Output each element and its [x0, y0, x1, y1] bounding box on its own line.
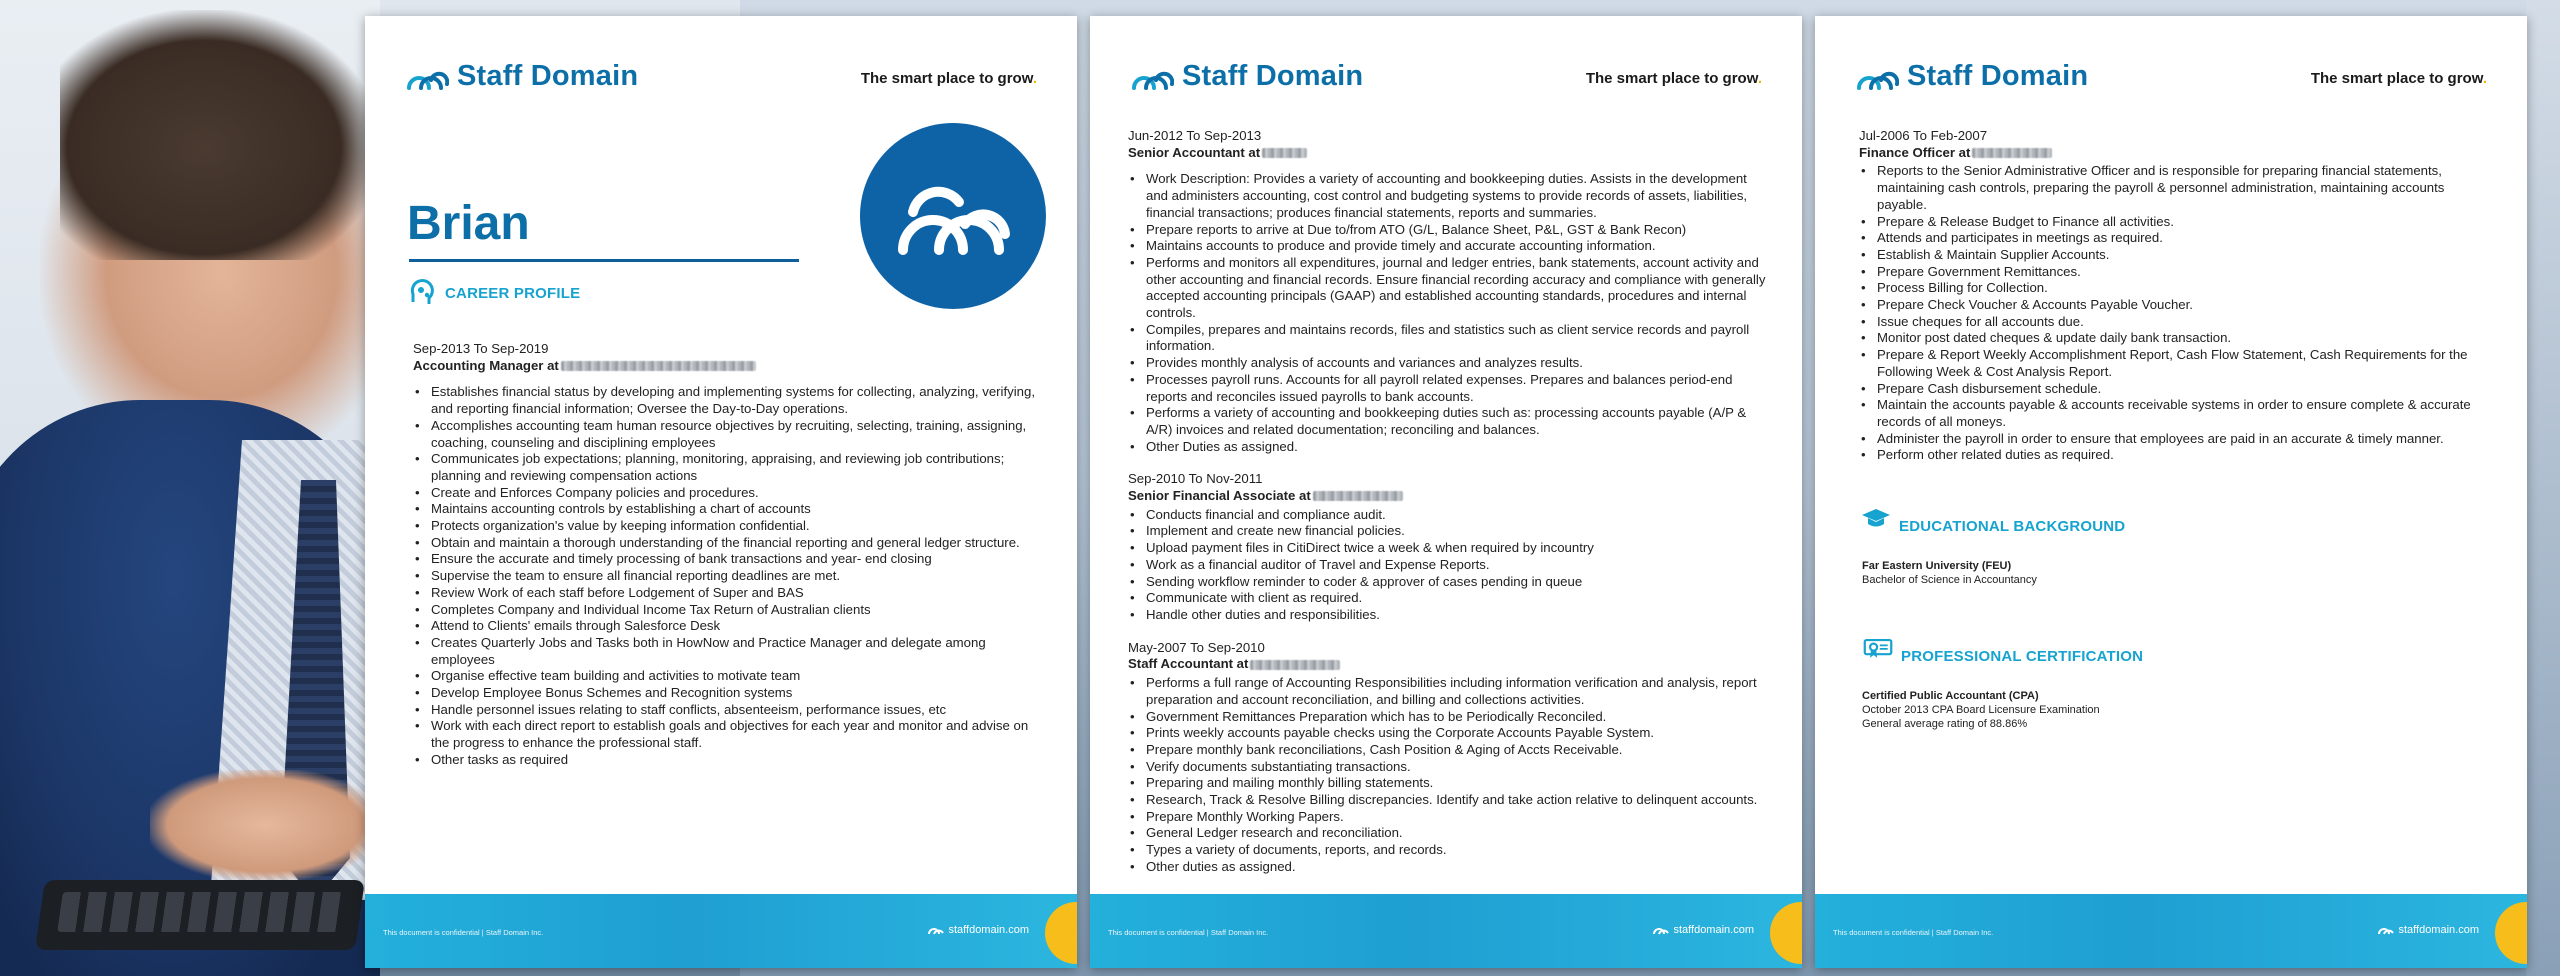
- footer-confidential-note: This document is confidential | Staff Domain Inc.: [1108, 928, 1269, 937]
- staff-domain-logo-icon: [1857, 62, 1899, 92]
- photo-hair: [60, 10, 380, 260]
- duty-item: • Other Duties as assigned.: [1128, 439, 1768, 456]
- footer-logo-icon: [928, 925, 944, 935]
- duty-item: • Ensure the accurate and timely processing of bank transactions and year- end closing: [413, 551, 1043, 568]
- footer-website: staffdomain.com: [2378, 924, 2479, 936]
- resume-page-1: [365, 16, 1077, 968]
- duty-item: • Creates Quarterly Jobs and Tasks both in HowNow and Practice Manager and delegate among employees: [413, 635, 1043, 668]
- footer-website: staffdomain.com: [1653, 924, 1754, 936]
- certification-header: [1863, 630, 2143, 665]
- tagline: The smart place to grow.: [860, 70, 1037, 87]
- certification-rating: General average rating of 88.86%: [1862, 718, 2028, 730]
- job-dates: Jul-2006 To Feb-2007: [1859, 128, 1988, 143]
- resume-page-2: [1090, 16, 1802, 968]
- duty-item: • Prepare Check Voucher & Accounts Payable Voucher.: [1859, 297, 2495, 314]
- staff-domain-logo: [1857, 60, 2088, 93]
- duty-item: • Prepare reports to arrive at Due to/from ATO (G/L, Balance Sheet, P&L, GST & Bank Recon): [1128, 222, 1768, 239]
- photo-hand: [150, 770, 380, 880]
- duty-item: • Perform other related duties as required.: [1859, 447, 2495, 464]
- duty-item: • Maintains accounting controls by establishing a chart of accounts: [413, 501, 1043, 518]
- background-photo-man: [0, 0, 380, 976]
- job-role: Senior Accountant at: [1128, 145, 1768, 162]
- duty-item: • Implement and create new financial policies.: [1128, 523, 1768, 540]
- duty-item: • Supervise the team to ensure all financial reporting deadlines are met.: [413, 568, 1043, 585]
- job-entry: [1128, 640, 1768, 876]
- staff-domain-logo-icon: [407, 62, 449, 92]
- duty-item: • Establish & Maintain Supplier Accounts.: [1859, 247, 2495, 264]
- redacted-company: [1262, 148, 1307, 158]
- staff-domain-logo: [1132, 60, 1363, 93]
- job-list-page-2: [1128, 128, 1768, 892]
- duty-item: • Sending workflow reminder to coder & approver of cases pending in queue: [1128, 574, 1768, 591]
- duty-item: • Performs a full range of Accounting Responsibilities including information verification and analysis, report preparation and account reconciliation, and billing and collections activities.: [1128, 675, 1768, 708]
- duty-item: • Administer the payroll in order to ensure that employees are paid in an accurate & timely manner.: [1859, 431, 2495, 448]
- job-duties: [413, 384, 1043, 768]
- duty-item: • Establishes financial status by developing and implementing systems for collecting, analyzing, verifying, and reporting financial information; Oversee the Day-to-Day operations.: [413, 384, 1043, 417]
- job-list-page-1: [413, 341, 1043, 785]
- staff-domain-badge: [860, 123, 1046, 309]
- duty-item: • Obtain and maintain a thorough understanding of the financial reporting and general ledger structure.: [413, 535, 1043, 552]
- duty-item: • Upload payment files in CitiDirect twice a week & when required by incountry: [1128, 540, 1768, 557]
- job-entry: [1859, 128, 2495, 464]
- career-profile-header: [407, 278, 580, 308]
- redacted-company: [1313, 491, 1403, 501]
- job-duties: [1859, 163, 2495, 464]
- job-duties: [1128, 675, 1768, 875]
- duty-item: • Work Description: Provides a variety of accounting and bookkeeping duties. Assists in the development and administers accounting, cost control and budgeting systems to provide records of assets, liabilities, financial transactions; produces financial statements, reports and summaries.: [1128, 171, 1768, 221]
- job-dates: Jun-2012 To Sep-2013: [1128, 128, 1262, 143]
- tagline: The smart place to grow.: [2310, 70, 2487, 87]
- duty-item: • Prepare Government Remittances.: [1859, 264, 2495, 281]
- name-underline: [409, 259, 799, 262]
- duty-item: • Preparing and mailing monthly billing statements.: [1128, 775, 1768, 792]
- job-role: Finance Officer at: [1859, 145, 2495, 162]
- career-profile-title: CAREER PROFILE: [445, 284, 581, 302]
- duty-item: • Prepare monthly bank reconciliations, Cash Position & Aging of Accts Receivable.: [1128, 742, 1768, 759]
- logo-text: Staff Domain: [1907, 60, 2089, 92]
- head-gears-icon: [407, 278, 437, 308]
- footer-website: staffdomain.com: [928, 924, 1029, 936]
- background-strip: [2526, 0, 2560, 976]
- duty-item: • Processes payroll runs. Accounts for all payroll related expenses. Prepares and balances period-end reports and reconciles issued payrolls to bank accounts.: [1128, 372, 1768, 405]
- duty-item: • Attend to Clients' emails through Salesforce Desk: [413, 618, 1043, 635]
- duty-item: • Prints weekly accounts payable checks using the Corporate Accounts Payable System.: [1128, 725, 1768, 742]
- staff-domain-logo-icon: [1132, 62, 1174, 92]
- footer-confidential-note: This document is confidential | Staff Domain Inc.: [1833, 928, 1994, 937]
- job-duties: [1128, 171, 1768, 455]
- staff-domain-badge-icon: [893, 172, 1013, 260]
- job-entry: [1128, 471, 1768, 623]
- duty-item: • Issue cheques for all accounts due.: [1859, 314, 2495, 331]
- job-entry: [1128, 128, 1768, 455]
- job-role: Staff Accountant at: [1128, 656, 1768, 673]
- education-details: [1862, 559, 2037, 587]
- duty-item: • Prepare & Release Budget to Finance all activities.: [1859, 214, 2495, 231]
- job-duties: [1128, 507, 1768, 624]
- duty-item: • Organise effective team building and activities to motivate team: [413, 668, 1043, 685]
- duty-item: • Provides monthly analysis of accounts and variances and analyzes results.: [1128, 355, 1768, 372]
- duty-item: • Compiles, prepares and maintains records, files and statistics such as client service records and payroll information.: [1128, 322, 1768, 355]
- duty-item: • Maintains accounts to produce and provide timely and accurate accounting information.: [1128, 238, 1768, 255]
- education-header: [1861, 500, 2125, 535]
- duty-item: • Work with each direct report to establish goals and objectives for each year and monitor and advise on the progress to enhance the professional staff.: [413, 718, 1043, 751]
- certification-details: [1862, 689, 2100, 731]
- job-entry: [413, 341, 1043, 769]
- page-footer: [1815, 894, 2527, 968]
- page-footer: [1090, 894, 1802, 968]
- duty-item: • Communicate with client as required.: [1128, 590, 1768, 607]
- duty-item: • Completes Company and Individual Income Tax Return of Australian clients: [413, 602, 1043, 619]
- footer-accent-circle: [1045, 902, 1077, 964]
- duty-item: • Government Remittances Preparation which has to be Periodically Reconciled.: [1128, 709, 1768, 726]
- certification-detail: October 2013 CPA Board Licensure Examination: [1862, 704, 2100, 716]
- duty-item: • Work as a financial auditor of Travel and Expense Reports.: [1128, 557, 1768, 574]
- duty-item: • Create and Enforces Company policies and procedures.: [413, 485, 1043, 502]
- resume-page-3: [1815, 16, 2527, 968]
- footer-confidential-note: This document is confidential | Staff Domain Inc.: [383, 928, 544, 937]
- duty-item: • Develop Employee Bonus Schemes and Recognition systems: [413, 685, 1043, 702]
- duty-item: • Verify documents substantiating transactions.: [1128, 759, 1768, 776]
- duty-item: • Prepare Cash disbursement schedule.: [1859, 381, 2495, 398]
- duty-item: • Maintain the accounts payable & accounts receivable systems in order to ensure complete & accurate records of all moneys.: [1859, 397, 2495, 430]
- duty-item: • Performs a variety of accounting and bookkeeping duties such as: processing accounts payable (A/P & A/R) invoices and related documentation; reconciling and balances.: [1128, 405, 1768, 438]
- logo-text: Staff Domain: [457, 60, 639, 92]
- page-footer: [365, 894, 1077, 968]
- job-dates: Sep-2010 To Nov-2011: [1128, 471, 1263, 487]
- redacted-company: [1250, 660, 1340, 670]
- job-role: Senior Financial Associate at: [1128, 488, 1768, 505]
- redacted-company: [561, 361, 756, 371]
- tagline: The smart place to grow.: [1585, 70, 1762, 87]
- footer-logo-icon: [1653, 925, 1669, 935]
- education-school: Far Eastern University (FEU): [1862, 560, 2012, 572]
- education-degree: Bachelor of Science in Accountancy: [1862, 574, 2037, 586]
- duty-item: • Attends and participates in meetings as required.: [1859, 230, 2495, 247]
- photo-calculator-keys: [57, 892, 343, 932]
- duty-item: • Handle other duties and responsibilities.: [1128, 607, 1768, 624]
- certification-title-text: Certified Public Accountant (CPA): [1862, 690, 2039, 702]
- staff-domain-logo: [407, 60, 638, 93]
- redacted-company: [1972, 148, 2052, 158]
- footer-accent-circle: [2495, 902, 2527, 964]
- duty-item: • Monitor post dated cheques & update daily bank transaction.: [1859, 330, 2495, 347]
- duty-item: • General Ledger research and reconciliation.: [1128, 825, 1768, 842]
- job-list-page-3: [1859, 128, 2495, 480]
- duty-item: • Conducts financial and compliance audit.: [1128, 507, 1768, 524]
- graduation-cap-icon: [1861, 503, 1891, 533]
- duty-item: • Research, Track & Resolve Billing discrepancies. Identify and take action relative to delinquent accounts.: [1128, 792, 1768, 809]
- duty-item: • Review Work of each staff before Lodgement of Super and BAS: [413, 585, 1043, 602]
- duty-item: • Reports to the Senior Administrative Officer and is responsible for preparing financial statements, maintaining cash controls, preparing the payroll & personnel administration, maintaining accounts payable.: [1859, 163, 2495, 213]
- duty-item: • Other duties as assigned.: [1128, 859, 1768, 876]
- footer-logo-icon: [2378, 925, 2394, 935]
- footer-accent-circle: [1770, 902, 1802, 964]
- job-dates: May-2007 To Sep-2010: [1128, 639, 1265, 655]
- duty-item: • Process Billing for Collection.: [1859, 280, 2495, 297]
- logo-text: Staff Domain: [1182, 60, 1364, 92]
- job-dates: Sep-2013 To Sep-2019: [413, 341, 549, 356]
- duty-item: • Performs and monitors all expenditures, journal and ledger entries, bank statements, account activity and other accounting and financial records. Ensure financial recording accuracy and compliance with generally accepted accounting principals (GAAP) and established accounting standards, procedures and internal controls.: [1128, 255, 1768, 322]
- duty-item: • Other tasks as required: [413, 752, 1043, 769]
- certification-title: PROFESSIONAL CERTIFICATION: [1901, 648, 2144, 665]
- duty-item: • Prepare & Report Weekly Accomplishment Report, Cash Flow Statement, Cash Requirements for the Following Week & Cost Analysis Report.: [1859, 347, 2495, 380]
- duty-item: • Communicates job expectations; planning, monitoring, appraising, and reviewing job contributions; planning and reviewing compensation actions: [413, 451, 1043, 484]
- duty-item: • Handle personnel issues relating to staff conflicts, absenteeism, performance issues, etc: [413, 702, 1043, 719]
- education-title: EDUCATIONAL BACKGROUND: [1899, 518, 2126, 535]
- duty-item: • Prepare Monthly Working Papers.: [1128, 809, 1768, 826]
- certificate-icon: [1863, 633, 1893, 663]
- job-role: Accounting Manager at: [413, 358, 1043, 375]
- candidate-name: Brian: [407, 197, 530, 250]
- duty-item: • Types a variety of documents, reports, and records.: [1128, 842, 1768, 859]
- duty-item: • Accomplishes accounting team human resource objectives by recruiting, selecting, training, assigning, coaching, counseling and disciplining employees: [413, 418, 1043, 451]
- duty-item: • Protects organization's value by keeping information confidential.: [413, 518, 1043, 535]
